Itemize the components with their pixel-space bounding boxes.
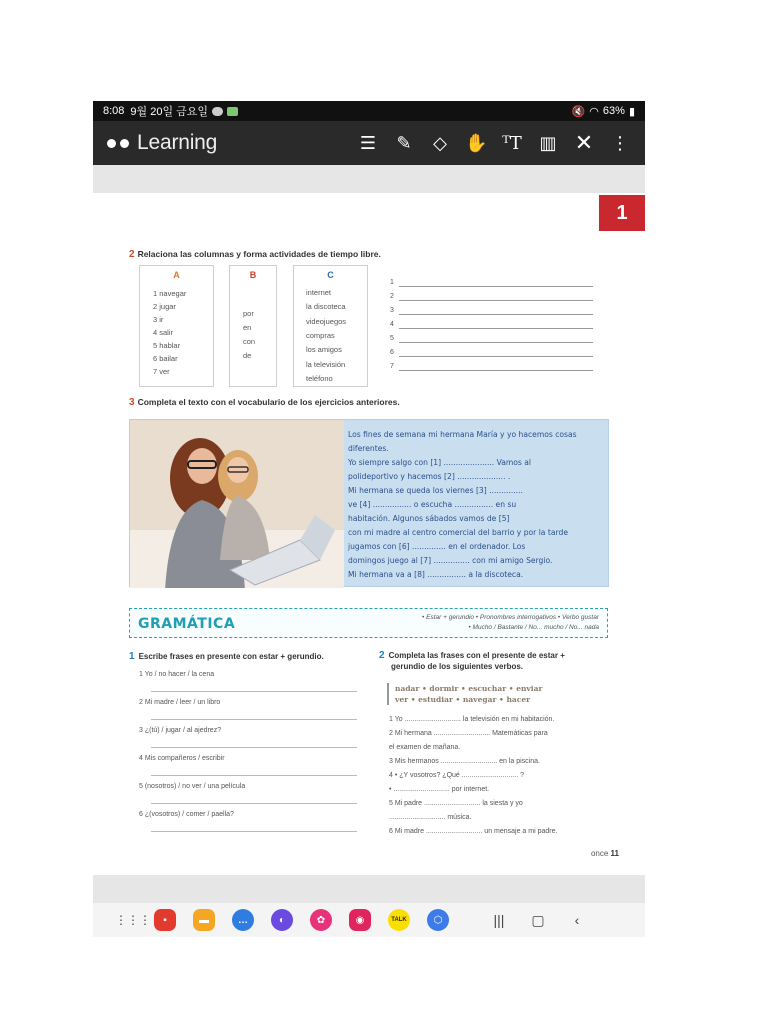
reading-line: polideportivo y hacemos [2] .................... . <box>348 472 511 481</box>
column-b-head: B <box>249 270 257 280</box>
answer-number: 2 <box>390 293 394 300</box>
reading-line: con mi madre al centro comercial del barrio y por la tarde <box>348 528 568 537</box>
app-title: Learning <box>137 131 218 154</box>
grammar-1-item: 5 (nosotros) / no ver / una película <box>139 783 246 790</box>
answer-line[interactable] <box>151 747 357 748</box>
answer-number: 7 <box>390 363 394 370</box>
answer-line[interactable] <box>399 328 593 329</box>
textbook-page[interactable] <box>93 193 645 875</box>
answer-number: 1 <box>390 279 394 286</box>
reading-line: Mi hermana va a [8] ................ a la discoteca. <box>348 570 524 579</box>
app-bar <box>93 121 645 165</box>
home-icon[interactable]: ▢ <box>531 911 545 928</box>
close-icon[interactable]: ✕ <box>574 130 594 155</box>
girls-with-laptop-photo <box>130 420 344 588</box>
reading-line: Mi hermana se queda los viernes [3] .............. <box>348 486 523 495</box>
answer-line[interactable] <box>399 300 593 301</box>
status-time: 8:08 <box>103 105 125 117</box>
col-a-item: 6 bailar <box>153 354 178 363</box>
camera-icon[interactable]: ◉ <box>349 909 371 931</box>
answer-line[interactable] <box>399 314 593 315</box>
col-a-item: 1 navegar <box>153 289 187 298</box>
answer-line[interactable] <box>151 831 357 832</box>
answer-line[interactable] <box>399 342 593 343</box>
col-a-item: 4 salir <box>153 328 174 337</box>
column-c-head: C <box>327 270 334 280</box>
col-c-item: los amigos <box>306 345 342 354</box>
col-c-item: la discoteca <box>306 302 346 311</box>
grammar-2-item: 3 Mis hermanos ............................. en la piscina. <box>389 758 540 765</box>
tablet-screen <box>93 101 645 937</box>
col-b-item: por <box>243 309 254 318</box>
column-a-head: A <box>173 270 180 280</box>
grammar-1-item: 4 Mis compañeros / escribir <box>139 755 225 762</box>
reading-line: jugamos con [6] .............. en el ordenador. Los <box>348 542 526 551</box>
mute-icon: 🔇 <box>571 105 586 118</box>
reading-line: Los fines de semana mi hermana María y yo hacemos cosas <box>348 430 577 439</box>
exercise-2-title: 2 Relaciona las columnas y forma actividades de tiempo libre. <box>129 249 381 260</box>
answer-line[interactable] <box>399 286 593 287</box>
unit-badge: 1 <box>599 195 645 231</box>
kakaotalk-icon[interactable]: TALK <box>388 909 410 931</box>
wifi-icon: ◠ <box>589 105 599 118</box>
pen-icon[interactable]: ✎ <box>396 132 412 153</box>
col-b-item: en <box>243 323 252 332</box>
grammar-1-item: 2 Mi madre / leer / un libro <box>139 699 221 706</box>
grammar-2-item: ............................. música. <box>389 814 472 821</box>
internet-icon[interactable]: ◐ <box>271 909 293 931</box>
col-b-item: con <box>243 337 256 346</box>
grammar-exercise-2-title: 2 Completa las frases con el presente de estar + gerundio de los siguientes verbos. <box>379 650 565 671</box>
exercise-number: 2 <box>129 249 135 260</box>
status-date: 9월 20일 금요일 <box>130 106 209 118</box>
grammar-2-item: • ............................. por internet. <box>389 786 490 793</box>
grammar-2-item: 4 • ¿Y vosotros? ¿Qué ............................. ? <box>389 772 524 779</box>
reading-line: ve [4] ................ o escucha ................ en su <box>348 500 517 509</box>
grammar-2-item: 2 Mi hermana ............................. Matemáticas para <box>389 730 548 737</box>
col-c-item: internet <box>306 288 332 297</box>
flower-app-icon[interactable]: ✿ <box>310 909 332 931</box>
navigation-bar <box>93 903 645 937</box>
col-a-item: 2 jugar <box>153 302 176 311</box>
answer-line[interactable] <box>151 775 357 776</box>
battery-text: 63% <box>602 105 625 117</box>
reading-line: habitación. Algunos sábados vamos de [5] <box>348 514 510 523</box>
page-number: once 11 <box>590 849 619 858</box>
col-c-item: compras <box>306 331 335 340</box>
messages-icon[interactable]: … <box>232 909 254 931</box>
grammar-header <box>129 608 608 638</box>
answer-number: 5 <box>390 335 394 342</box>
browser-icon[interactable]: ⬡ <box>427 909 449 931</box>
hand-icon[interactable]: ✋ <box>465 132 488 153</box>
list-icon[interactable]: ☰ <box>359 132 377 153</box>
text-icon[interactable]: ᵀT <box>502 132 522 154</box>
reading-line: diferentes. <box>348 444 389 453</box>
answer-number: 3 <box>390 307 394 314</box>
battery-icon: ▮ <box>628 105 635 118</box>
files-icon[interactable]: ▬ <box>193 909 215 931</box>
answer-line[interactable] <box>151 719 357 720</box>
book-icon[interactable]: ▥ <box>539 132 557 153</box>
verb-bank: nadar • dormir • escuchar • enviar ver • estudiar • navegar • hacer <box>387 683 607 705</box>
col-a-item: 3 ir <box>153 315 164 324</box>
col-b-item: de <box>243 351 252 360</box>
page-margin-top <box>93 165 645 193</box>
grammar-2-item: el examen de mañana. <box>389 744 461 751</box>
answer-line[interactable] <box>151 691 357 692</box>
status-bar <box>93 101 645 121</box>
grammar-2-item: 5 Mi padre ............................. la siesta y yo <box>389 800 523 807</box>
recent-apps-icon[interactable]: ||| <box>493 912 505 928</box>
answer-line[interactable] <box>151 803 357 804</box>
column-a <box>139 265 214 387</box>
reading-line: Yo siempre salgo con [1] ..................... Vamos al <box>348 458 532 467</box>
answer-number: 4 <box>390 321 394 328</box>
reading-line: domingos juego al [7] ............... con mi amigo Sergio. <box>348 556 553 565</box>
col-c-item: videojuegos <box>306 317 347 326</box>
grammar-exercise-1-title: 1 Escribe frases en presente con estar + gerundio. <box>129 651 324 662</box>
page-margin-bottom <box>93 875 645 903</box>
answer-line[interactable] <box>399 370 593 371</box>
gallery-notification-icon <box>227 107 238 116</box>
eraser-icon[interactable]: ◇ <box>433 132 447 153</box>
exercise-3-title: 3 Completa el texto con el vocabulario de los ejercicios anteriores. <box>129 397 400 408</box>
col-c-item: la televisión <box>306 360 346 369</box>
more-icon[interactable]: ⋮ <box>611 132 629 153</box>
grammar-2-item: 6 Mi madre ............................. un mensaje a mi padre. <box>389 828 558 835</box>
grammar-label: GRAMÁTICA <box>138 616 236 632</box>
grammar-topics: • Estar + gerundio • Pronombres interrogativos • Verbo gustar • Mucho / Bastante / No... mucho / No... nada <box>422 614 599 631</box>
grammar-1-item: 1 Yo / no hacer / la cena <box>139 671 215 678</box>
grammar-2-item: 1 Yo ............................. la televisión en mi habitación. <box>389 716 555 723</box>
reading-panel <box>129 419 609 587</box>
exercise-number: 3 <box>129 397 135 408</box>
app-logo <box>107 139 129 148</box>
column-b <box>229 265 277 387</box>
back-icon[interactable]: ‹ <box>574 912 580 928</box>
reading-text <box>348 428 606 582</box>
answer-line[interactable] <box>399 356 593 357</box>
chat-notification-icon <box>212 107 223 116</box>
col-c-item: teléfono <box>306 374 333 383</box>
flipboard-icon[interactable]: ▪ <box>154 909 176 931</box>
col-a-item: 5 hablar <box>153 341 181 350</box>
col-a-item: 7 ver <box>153 367 170 376</box>
grammar-1-item: 6 ¿(vosotros) / comer / paella? <box>139 811 234 818</box>
answer-number: 6 <box>390 349 394 356</box>
grammar-1-item: 3 ¿(tú) / jugar / al ajedrez? <box>139 727 222 734</box>
grid-icon[interactable]: ⋮⋮⋮ <box>115 913 151 927</box>
